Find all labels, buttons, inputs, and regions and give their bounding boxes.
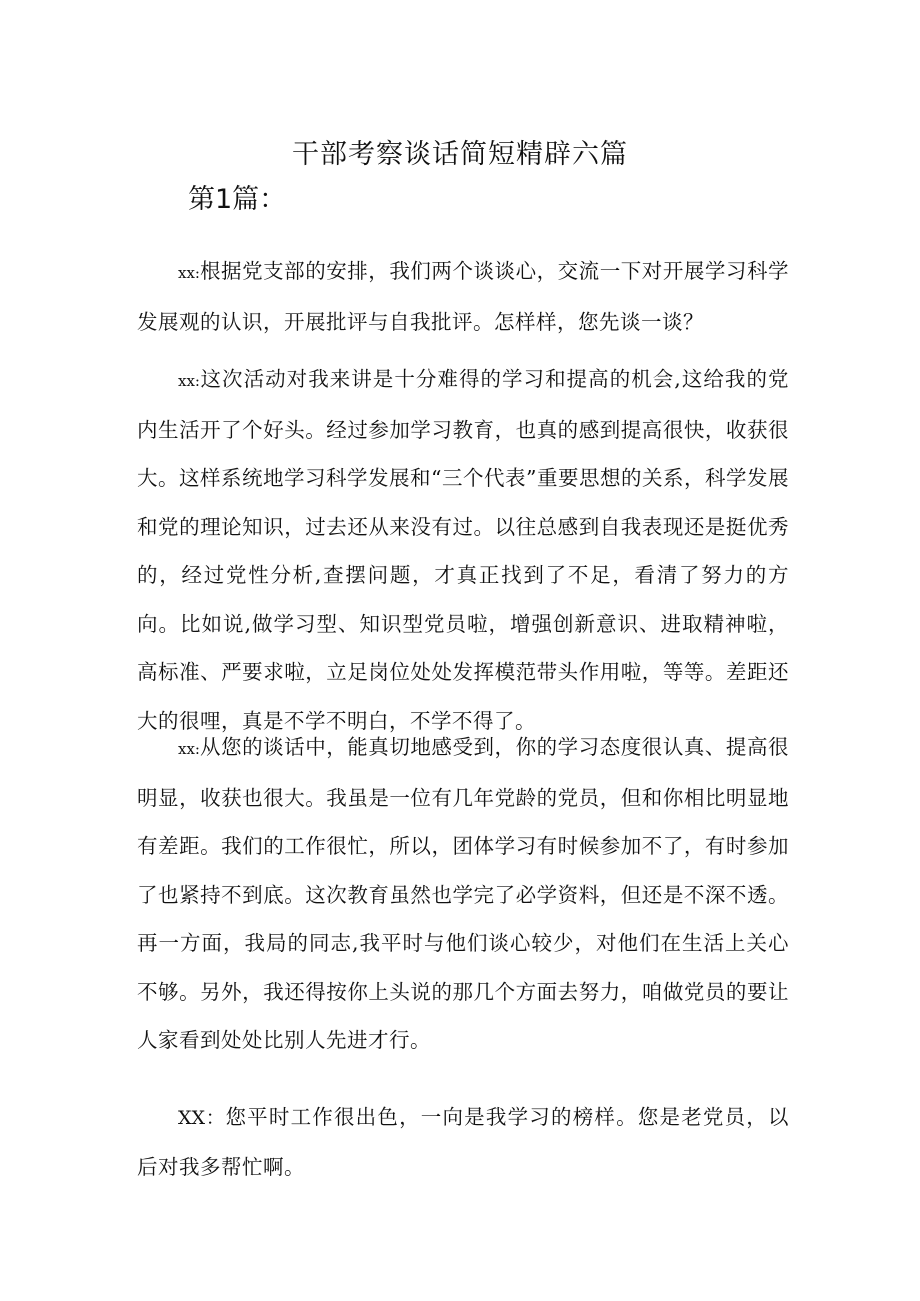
- paragraph-text: 从您的谈话中，能真切地感受到，你的学习态度很认真、提高很明显，收获也很大。我虽是一位有几年党龄的党员，但和你相比明显地有差距。我们的工作很忙，所以，团体学习有时候参加不了，有时参加了也紧持不到底。这次教育虽然也学完了必学资料，但还是不深不透。再一方面，我局的同志,我平时与他们谈心较少，对他们在生活上关心不够。另外，我还得按你上头说的那几个方面去努力，咱做党员的要让人家看到处处比别人先进才行。: [137, 735, 789, 1052]
- document-title: 干部考察谈话简短精辟六篇: [292, 139, 628, 171]
- speaker-label: xx:: [178, 372, 200, 390]
- section-heading: 第1篇：: [188, 184, 287, 215]
- dialogue-paragraph: [137, 355, 789, 745]
- dialogue-paragraph: [137, 1093, 789, 1191]
- dialogue-paragraph: [137, 247, 789, 346]
- speaker-label: XX：: [178, 1107, 226, 1129]
- speaker-label: xx:: [178, 264, 200, 282]
- dialogue-paragraph: [137, 723, 789, 1065]
- paragraph-text: 您平时工作很出色，一向是我学习的榜样。您是老党员，以后对我多帮忙啊。: [137, 1105, 790, 1179]
- paragraph-text: 这次活动对我来讲是十分难得的学习和提高的机会,这给我的党内生活开了个好头。经过参加学习教育，也真的感到提高很快，收获很大。这样系统地学习科学发展和“三个代表”重要思想的关系，科学发展和党的理论知识，过去还从来没有过。以往总感到自我表现还是挺优秀的，经过党性分析,查摆问题，才真正找到了不足，看清了努力的方向。比如说,做学习型、知识型党员啦，增强创新意识、进取精神啦，高标准、严要求啦，立足岗位处处发挥模范带头作用啦，等等。差距还大的很哩，真是不学不明白，不学不得了。: [137, 367, 789, 733]
- speaker-label: xx:: [178, 740, 200, 758]
- paragraph-text: 根据党支部的安排，我们两个谈谈心，交流一下对开展学习科学发展观的认识，开展批评与自我批评。怎样样，您先谈一谈？: [137, 259, 789, 334]
